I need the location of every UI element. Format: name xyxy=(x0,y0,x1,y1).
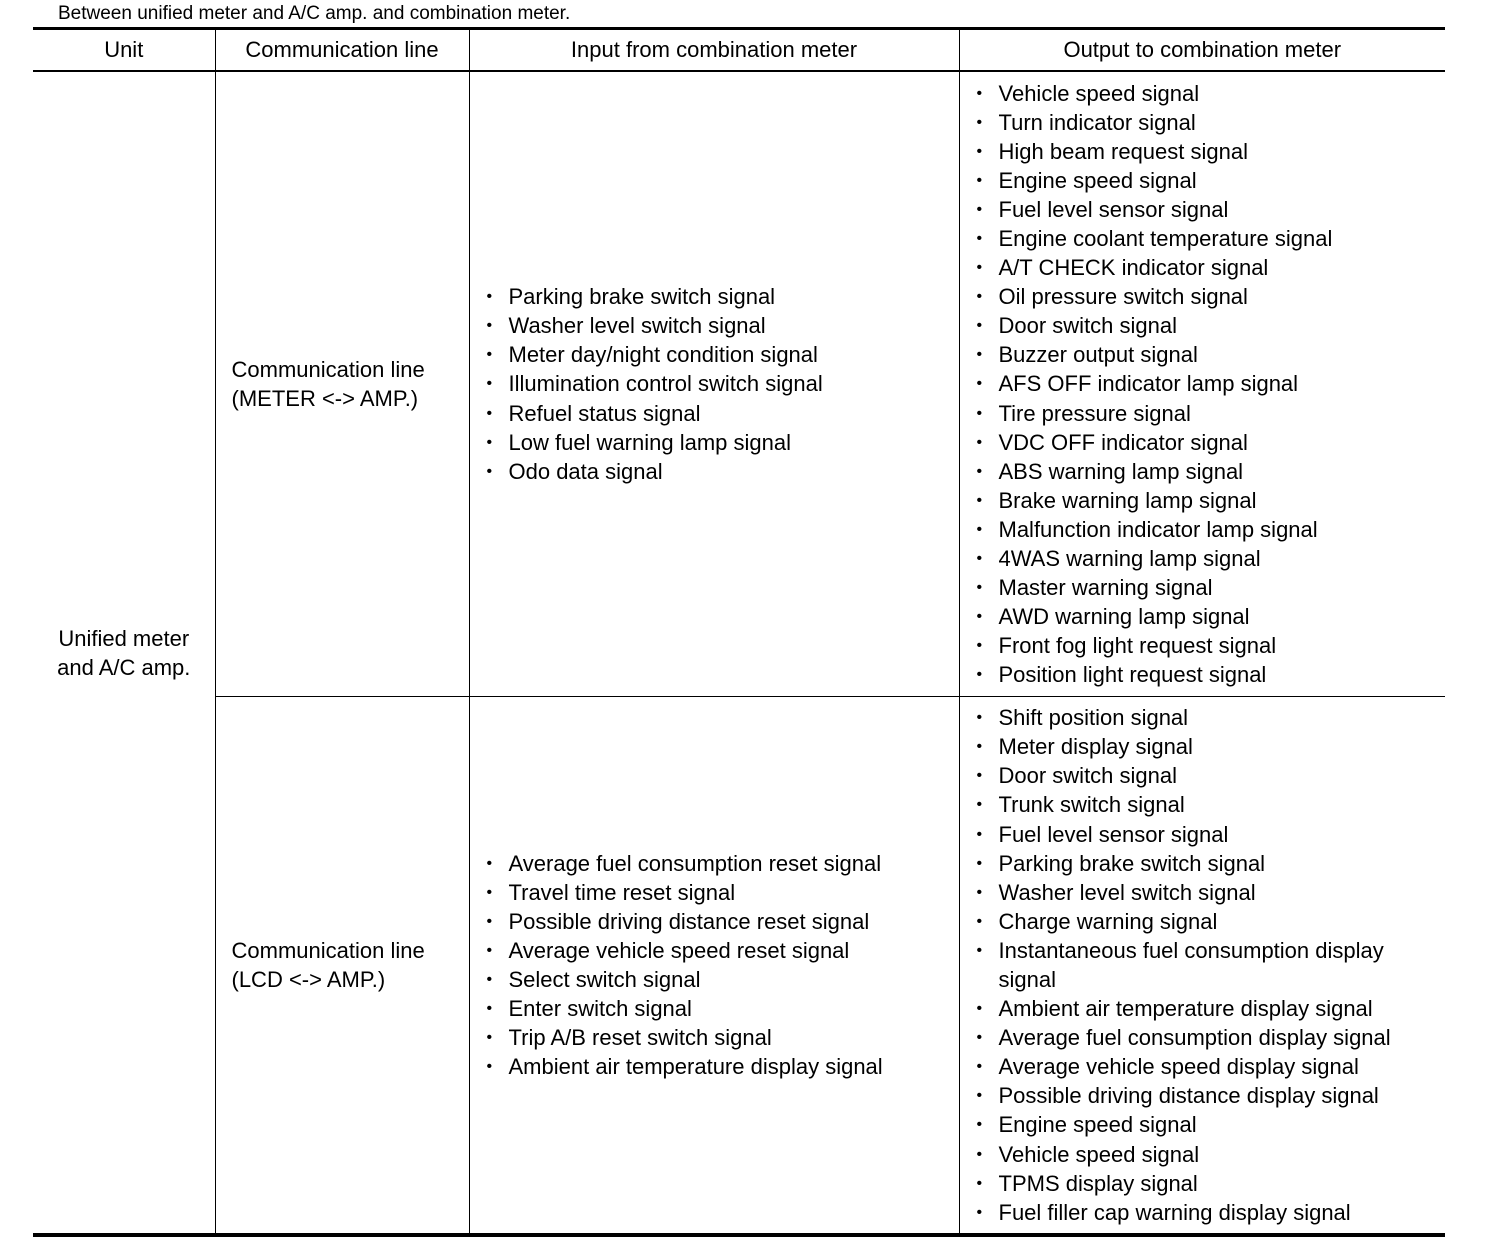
signal-list-item: • Parking brake switch signal xyxy=(484,282,959,311)
signal-list-item: • Vehicle speed signal xyxy=(974,1140,1446,1169)
signal-list-item: • Average fuel consumption reset signal xyxy=(484,849,959,878)
signal-list-item: • Washer level switch signal xyxy=(974,878,1446,907)
output-signal-list xyxy=(960,79,1446,690)
header-output: Output to combination meter xyxy=(959,29,1445,72)
unit-line: and A/C amp. xyxy=(57,654,191,680)
signal-list-item: • Average vehicle speed reset signal xyxy=(484,936,959,965)
signal-list-item: • Odo data signal xyxy=(484,457,959,486)
signal-list-item: • Tire pressure signal xyxy=(974,399,1446,428)
signal-list-item: • Vehicle speed signal xyxy=(974,79,1446,108)
signal-list-item: • Engine coolant temperature signal xyxy=(974,224,1446,253)
signal-list-item: • Refuel status signal xyxy=(484,399,959,428)
signal-list-item: • Meter display signal xyxy=(974,732,1446,761)
output-cell xyxy=(959,697,1445,1236)
header-communication-line: Communication line xyxy=(215,29,469,72)
input-cell xyxy=(469,697,959,1236)
table-row xyxy=(33,71,1445,697)
comm-line-text: (METER <-> AMP.) xyxy=(231,386,419,411)
signal-list-item: • Brake warning lamp signal xyxy=(974,486,1446,515)
signal-list-item: • Front fog light request signal xyxy=(974,631,1446,660)
table-row xyxy=(33,697,1445,1236)
signal-list-item: • Low fuel warning lamp signal xyxy=(484,428,959,457)
signal-list-item: • Ambient air temperature display signal xyxy=(484,1052,959,1081)
output-cell xyxy=(959,71,1445,697)
comm-line-cell xyxy=(215,71,469,697)
comm-line-text: Communication line xyxy=(231,357,425,382)
signal-list-item: • AFS OFF indicator lamp signal xyxy=(974,369,1446,398)
signal-list-item: • Illumination control switch signal xyxy=(484,369,959,398)
signal-list-item: • Fuel filler cap warning display signal xyxy=(974,1198,1446,1227)
signal-list-item: • Instantaneous fuel consumption display signal xyxy=(974,936,1446,994)
signal-list-item: • Travel time reset signal xyxy=(484,878,959,907)
signal-list-item: • Parking brake switch signal xyxy=(974,849,1446,878)
output-signal-list xyxy=(960,703,1446,1227)
signal-list-item: • Door switch signal xyxy=(974,311,1446,340)
signal-list-item: • Washer level switch signal xyxy=(484,311,959,340)
signal-list-item: • Meter day/night condition signal xyxy=(484,340,959,369)
signal-list-item: • Enter switch signal xyxy=(484,994,959,1023)
input-cell xyxy=(469,71,959,697)
unit-line: Unified meter xyxy=(58,625,190,651)
signal-list-item: • Position light request signal xyxy=(974,660,1446,689)
header-unit: Unit xyxy=(33,29,215,72)
signal-list-item: • VDC OFF indicator signal xyxy=(974,428,1446,457)
signal-list-item: • Charge warning signal xyxy=(974,907,1446,936)
signal-list-item: • Fuel level sensor signal xyxy=(974,820,1446,849)
input-signal-list xyxy=(470,282,959,486)
signal-list-item: • Fuel level sensor signal xyxy=(974,195,1446,224)
unit-cell xyxy=(33,71,215,1235)
signal-list-item: • Door switch signal xyxy=(974,761,1446,790)
header-input: Input from combination meter xyxy=(469,29,959,72)
signal-list-item: • 4WAS warning lamp signal xyxy=(974,544,1446,573)
comm-line-text: Communication line xyxy=(231,938,425,963)
signal-list-item: • Engine speed signal xyxy=(974,1110,1446,1139)
signal-list-item: • Possible driving distance display signal xyxy=(974,1081,1446,1110)
input-signal-list xyxy=(470,849,959,1082)
table-header-row xyxy=(33,29,1445,72)
signal-list-item: • Average vehicle speed display signal xyxy=(974,1052,1446,1081)
signal-list-item: • Engine speed signal xyxy=(974,166,1446,195)
signal-list-item: • Trip A/B reset switch signal xyxy=(484,1023,959,1052)
signal-list-item: • High beam request signal xyxy=(974,137,1446,166)
signal-list-item: • AWD warning lamp signal xyxy=(974,602,1446,631)
communication-signal-table xyxy=(33,27,1445,1237)
signal-list-item: • Possible driving distance reset signal xyxy=(484,907,959,936)
signal-list-item: • Oil pressure switch signal xyxy=(974,282,1446,311)
signal-list-item: • Turn indicator signal xyxy=(974,108,1446,137)
signal-list-item: • Select switch signal xyxy=(484,965,959,994)
signal-list-item: • Shift position signal xyxy=(974,703,1446,732)
signal-list-item: • ABS warning lamp signal xyxy=(974,457,1446,486)
comm-line-cell xyxy=(215,697,469,1236)
signal-list-item: • Trunk switch signal xyxy=(974,790,1446,819)
signal-list-item: • Malfunction indicator lamp signal xyxy=(974,515,1446,544)
signal-list-item: • Buzzer output signal xyxy=(974,340,1446,369)
signal-list-item: • Master warning signal xyxy=(974,573,1446,602)
signal-list-item: • A/T CHECK indicator signal xyxy=(974,253,1446,282)
signal-list-item: • Ambient air temperature display signal xyxy=(974,994,1446,1023)
comm-line-text: (LCD <-> AMP.) xyxy=(231,967,386,992)
table-caption: Between unified meter and A/C amp. and combination meter. xyxy=(58,3,571,24)
signal-list-item: • TPMS display signal xyxy=(974,1169,1446,1198)
signal-list-item: • Average fuel consumption display signal xyxy=(974,1023,1446,1052)
